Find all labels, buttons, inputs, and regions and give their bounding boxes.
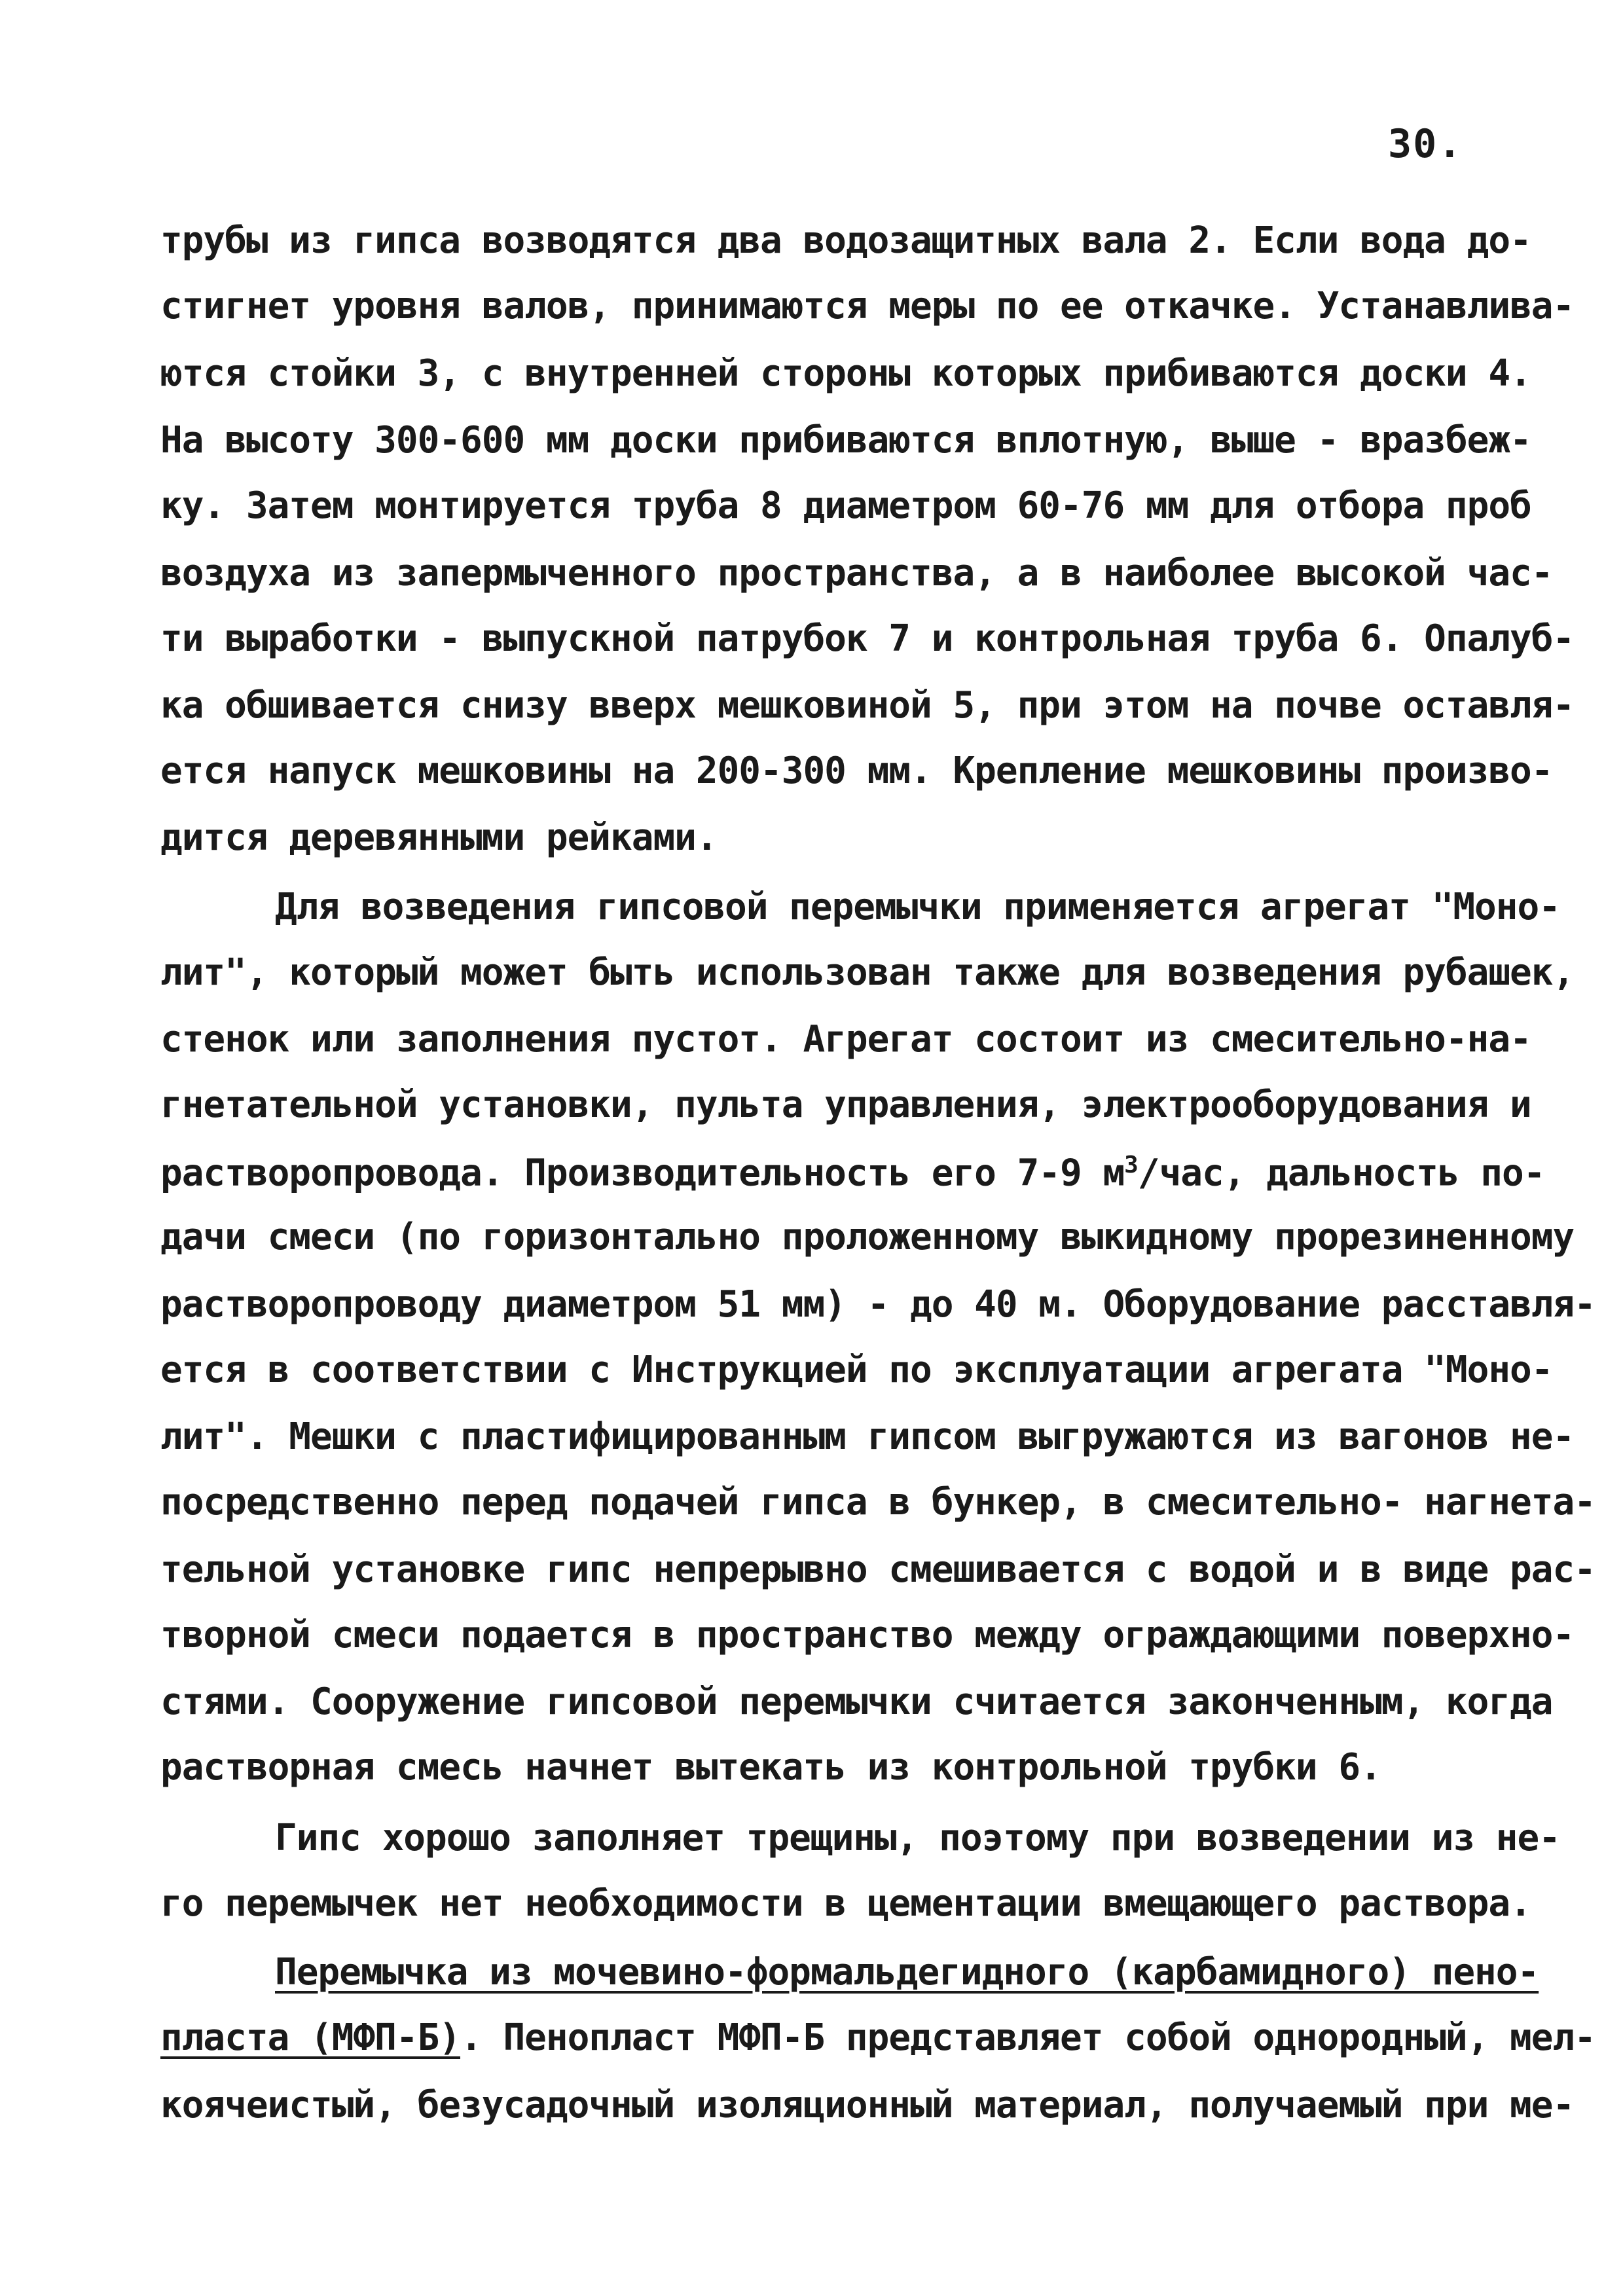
text-line-17: растворопроводу диаметром 51 мм) - до 40 м. Оборудование расставля- [160,1283,1596,1326]
page-number: 30. [1388,121,1463,167]
text-line-4: На высоту 300-600 мм доски прибиваются вплотную, выше - вразбеж- [160,419,1531,462]
text-line-1: трубы из гипса возводятся два водозащитных вала 2. Если вода до- [160,219,1531,262]
text-line-8: ка обшивается снизу вверх мешковиной 5, при этом на почве оставля- [160,684,1575,727]
text-line-15 [160,1152,1545,1195]
text-line-3: ются стойки 3, с внутренней стороны которых прибиваются доски 4. [160,352,1531,395]
text-line-10: дится деревянными рейками. [160,816,718,859]
text-line-24: растворная смесь начнет вытекать из контрольной трубки 6. [160,1746,1381,1789]
text-line-28-rest: . Пенопласт МФП-Б представляет собой однородный, мел- [460,2016,1596,2059]
cubic-superscript: 3 [1124,1152,1138,1178]
text-line-13: стенок или заполнения пустот. Агрегат состоит из смесительно-на- [160,1018,1531,1061]
text-line-22: творной смеси подается в пространство между ограждающими поверхно- [160,1614,1575,1656]
text-line-2: стигнет уровня валов, принимаются меры по ее откачке. Устанавлива- [160,285,1575,327]
section-heading-line-2 [160,2016,1596,2059]
text-line-19: лит". Мешки с пластифицированным гипсом выгружаются из вагонов не- [160,1415,1575,1458]
text-line-20: посредственно перед подачей гипса в бункер, в смесительно- нагнета- [160,1481,1596,1523]
text-line-11: Для возведения гипсовой перемычки применяется агрегат "Моно- [275,886,1560,928]
text-line-15-start: растворопровода. Производительность его 7-9 м [160,1152,1125,1195]
section-heading-end: пласта (МФП-Б) [160,2016,461,2059]
text-line-16: дачи смеси (по горизонтально проложенному выкидному прорезиненному [160,1216,1575,1258]
text-line-18: ется в соответствии с Инструкцией по эксплуатации агрегата "Моно- [160,1349,1553,1391]
section-heading-line-1: Перемычка из мочевино-формальдегидного (карбамидного) пено- [275,1951,1539,1994]
text-line-5: ку. Затем монтируется труба 8 диаметром 60-76 мм для отбора проб [160,484,1531,527]
text-line-26: го перемычек нет необходимости в цементации вмещающего раствора. [160,1882,1531,1925]
text-line-7: ти выработки - выпускной патрубок 7 и контрольная труба 6. Опалуб- [160,617,1575,660]
text-line-6: воздуха из запермыченного пространства, а в наиболее высокой час- [160,552,1553,594]
text-line-23: стями. Сооружение гипсовой перемычки считается законченным, когда [160,1681,1553,1723]
text-line-14: гнетательной установки, пульта управления, электрооборудования и [160,1084,1531,1126]
text-line-29: коячеистый, безусадочный изоляционный материал, получаемый при ме- [160,2084,1575,2126]
text-line-9: ется напуск мешковины на 200-300 мм. Крепление мешковины произво- [160,750,1553,792]
text-line-25: Гипс хорошо заполняет трещины, поэтому при возведении из не- [275,1817,1560,1859]
text-line-21: тельной установке гипс непрерывно смешивается с водой и в виде рас- [160,1548,1596,1591]
text-line-15-end: /час, дальность по- [1137,1152,1545,1195]
text-line-12: лит", который может быть использован также для возведения рубашек, [160,951,1575,994]
